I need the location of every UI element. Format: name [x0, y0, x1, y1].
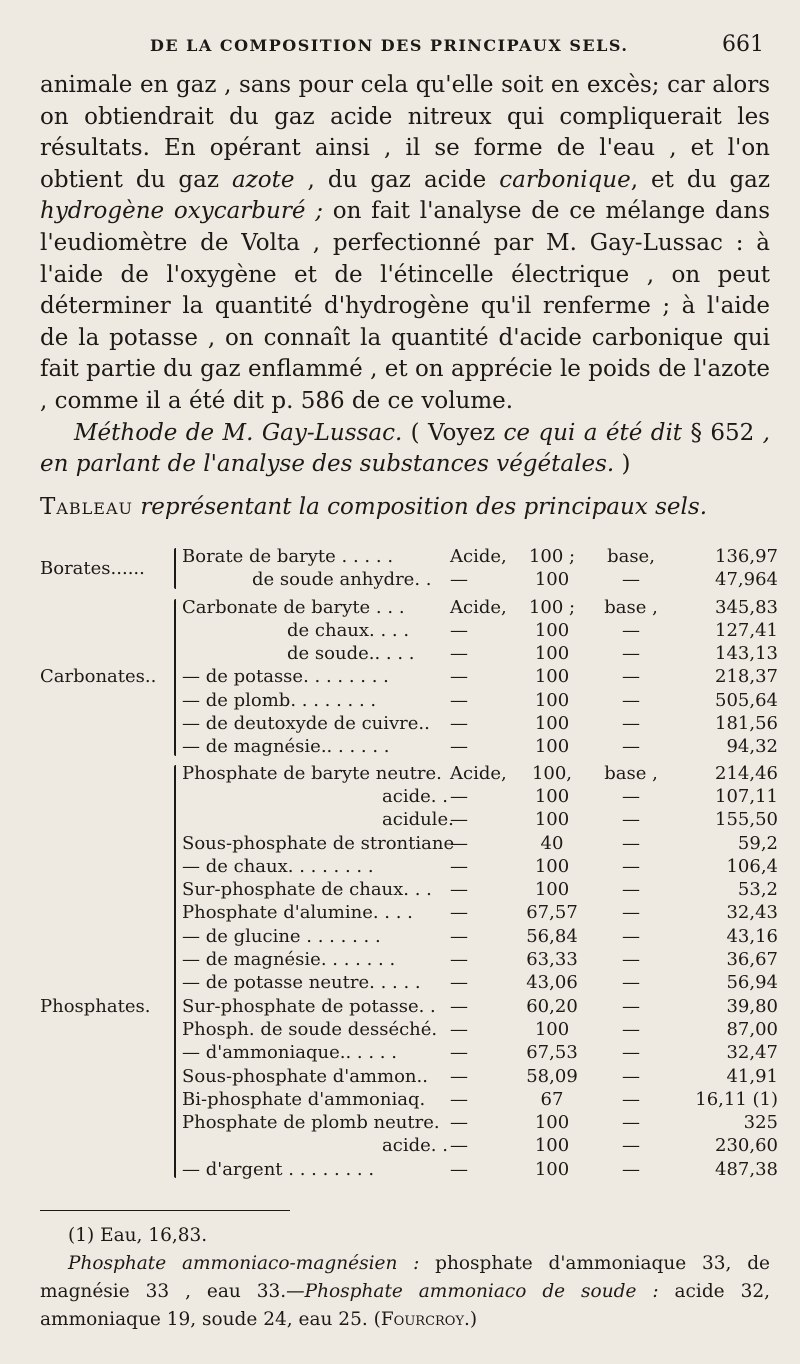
cell-d: 53,2: [737, 879, 778, 901]
table-row: [40, 808, 778, 831]
cell-d: 87,00: [726, 1018, 778, 1040]
cell-name: de soude.. . . .: [287, 643, 415, 665]
cell-d: 181,56: [715, 713, 778, 735]
table-title: [40, 494, 770, 520]
cell-d: 218,37: [715, 666, 778, 688]
table-row: [40, 545, 778, 568]
table-row: [40, 1065, 778, 1088]
cell-d: 214,46: [715, 762, 778, 784]
cell-c: —: [622, 689, 640, 711]
cell-b: 63,33: [526, 949, 578, 971]
cell-d: 487,38: [715, 1158, 778, 1180]
cell-b: 100: [534, 809, 570, 831]
cell-name: — de plomb. . . . . . . .: [182, 689, 377, 711]
cell-name: — de potasse neutre. . . . .: [182, 972, 421, 994]
cell-d: 106,4: [726, 855, 778, 877]
cell-c: —: [622, 666, 640, 688]
cell-name: acidule.: [382, 809, 454, 831]
cell-name: — de magnésie.. . . . . .: [182, 736, 390, 758]
table-row: [40, 901, 778, 924]
cell-a: —: [450, 689, 468, 711]
cell-c: base ,: [604, 762, 658, 784]
text-run: on fait l'analyse de ce mélange dans l'eudiomètre de Volta , perfectionné par M. Gay-Lussac : à l'aide de l'oxygène et de l'étincelle électrique , on peut déterminer la quantité d'hydrogène qu'il renferme ; à l'aide de la potasse , on connaît la quantité d'acide carbonique qui fait partie du gaz enflammé , et on apprécie le poids de l'azote , comme il a été dit p. 586 de ce volume.: [40, 198, 771, 414]
cell-b: 100: [534, 619, 570, 641]
text-run: phosphate d'ammoniaque 33, de magnésie 33 , eau 33.—: [40, 1253, 770, 1302]
table-row: [40, 568, 778, 591]
cell-d: 36,67: [726, 949, 778, 971]
footnote-1: (1) Eau, 16,83.: [68, 1225, 208, 1246]
cell-a: —: [450, 972, 468, 994]
cell-name: Sous-phosphate d'ammon..: [182, 1065, 428, 1087]
cell-b: 100 ;: [528, 546, 576, 567]
cell-c: —: [622, 1135, 640, 1157]
table-group: [40, 545, 778, 592]
cell-d: 32,43: [726, 902, 778, 924]
text-run: acide 32, ammoniaque 19, soude 24, eau 25. (: [40, 1281, 770, 1330]
text-run: , et du gaz: [630, 166, 771, 193]
cell-c: —: [622, 949, 640, 971]
cell-d: 107,11: [715, 785, 778, 807]
cell-c: —: [622, 619, 640, 641]
cell-b: 100: [534, 713, 570, 735]
table-row: [40, 1134, 778, 1157]
cell-a: Acide,: [450, 546, 507, 567]
cell-c: —: [622, 1112, 640, 1134]
cell-a: —: [450, 1158, 468, 1180]
cell-a: —: [450, 925, 468, 947]
cell-d: 47,964: [715, 569, 778, 591]
text-run: ( Voyez: [402, 419, 504, 446]
table-row: [40, 995, 778, 1018]
cell-name: — de deutoxyde de cuivre..: [182, 713, 430, 735]
salt-composition-table: [40, 545, 778, 1184]
cell-a: —: [450, 785, 468, 807]
cell-b: 100: [534, 1135, 570, 1157]
cell-a: —: [450, 949, 468, 971]
cell-b: 67: [540, 1088, 564, 1110]
cell-c: —: [622, 902, 640, 924]
cell-b: 100: [534, 879, 570, 901]
cell-a: —: [450, 1042, 468, 1064]
footnote-2: [40, 1250, 770, 1334]
cell-b: 56,84: [526, 925, 578, 947]
page-number: 661: [722, 32, 764, 57]
italic-run: , en parlant de l'analyse des substances végétales.: [40, 419, 770, 478]
cell-c: —: [622, 832, 640, 854]
cell-c: —: [622, 1018, 640, 1040]
table-row: [40, 665, 778, 688]
cell-d: 43,16: [726, 925, 778, 947]
footnotes: [40, 1222, 770, 1334]
text-run: animale en gaz , sans pour cela qu'elle soit en excès; car alors on obtiendrait du gaz acide nitreux qui compliquerait les résultats. En opérant ainsi , il se forme de l'eau , et l'on obtient du gaz: [40, 72, 770, 193]
table-row: [40, 712, 778, 735]
cell-d: 94,32: [726, 736, 778, 758]
cell-c: —: [622, 809, 640, 831]
cell-b: 67,57: [526, 902, 578, 924]
cell-name: de soude anhydre. .: [252, 569, 432, 591]
cell-name: — de chaux. . . . . . . .: [182, 855, 374, 877]
table-row: [40, 948, 778, 971]
cell-name: — de potasse. . . . . . . .: [182, 666, 389, 688]
body-text: [40, 70, 770, 481]
table-title-smallcaps: Tableau: [40, 494, 133, 520]
cell-name: Sur-phosphate de chaux. . .: [182, 879, 432, 901]
running-head: [40, 32, 770, 62]
footnote-rule: [40, 1210, 290, 1211]
cell-c: —: [622, 713, 640, 735]
cell-b: 100: [534, 785, 570, 807]
cell-c: —: [622, 643, 640, 665]
cell-name: Borate de baryte . . . . .: [182, 546, 394, 567]
cell-a: —: [450, 832, 468, 854]
cell-d: 59,2: [737, 832, 778, 854]
table-row: [40, 762, 778, 785]
cell-a: —: [450, 855, 468, 877]
table-row: [40, 878, 778, 901]
group-label: Phosphates.: [40, 995, 151, 1017]
cell-name: Phosphate d'alumine. . . .: [182, 902, 413, 924]
cell-name: — de magnésie. . . . . . .: [182, 949, 396, 971]
cell-a: —: [450, 1018, 468, 1040]
cell-a: —: [450, 902, 468, 924]
cell-d: 127,41: [715, 619, 778, 641]
cell-name: Phosph. de soude desséché.: [182, 1018, 438, 1040]
text-run: , du gaz acide: [294, 166, 500, 193]
table-group: [40, 596, 778, 759]
cell-b: 67,53: [526, 1042, 578, 1064]
italic-run: azote: [231, 166, 295, 193]
cell-a: —: [450, 619, 468, 641]
cell-name: — d'argent . . . . . . . .: [182, 1158, 375, 1180]
table-row: [40, 971, 778, 994]
table-row: [40, 689, 778, 712]
cell-b: 43,06: [526, 972, 578, 994]
table-row: [40, 619, 778, 642]
cell-c: —: [622, 925, 640, 947]
cell-a: Acide,: [450, 596, 507, 618]
cell-b: 100 ;: [528, 596, 576, 618]
cell-b: 100: [534, 1112, 570, 1134]
cell-name: Phosphate de baryte neutre.: [182, 762, 442, 784]
table-row: [40, 832, 778, 855]
cell-a: Acide,: [450, 762, 507, 784]
italic-run: Méthode de M. Gay-Lussac.: [74, 419, 403, 446]
cell-name: — de glucine . . . . . . .: [182, 925, 381, 947]
cell-name: Phosphate de plomb neutre.: [182, 1112, 440, 1134]
cell-c: —: [622, 1088, 640, 1110]
cell-d: 325: [743, 1112, 778, 1134]
cell-name: de chaux. . . .: [287, 619, 410, 641]
text-run: ): [614, 451, 631, 478]
paragraph-method: [40, 418, 770, 481]
cell-c: —: [622, 1042, 640, 1064]
italic-run: carbonique: [499, 166, 631, 193]
cell-d: 155,50: [715, 809, 778, 831]
cell-d: 505,64: [715, 689, 778, 711]
cell-name: Sur-phosphate de potasse. .: [182, 995, 436, 1017]
cell-c: base,: [607, 546, 655, 567]
cell-name: — d'ammoniaque.. . . . .: [182, 1042, 397, 1064]
cell-d: 39,80: [726, 995, 778, 1017]
cell-a: —: [450, 569, 468, 591]
running-title: DE LA COMPOSITION DES PRINCIPAUX SELS.: [150, 36, 629, 55]
cell-a: —: [450, 1112, 468, 1134]
cell-b: 58,09: [526, 1065, 578, 1087]
cell-c: —: [622, 1065, 640, 1087]
cell-a: —: [450, 879, 468, 901]
cell-b: 100: [534, 643, 570, 665]
cell-c: —: [622, 569, 640, 591]
cell-c: —: [622, 879, 640, 901]
cell-c: base ,: [604, 596, 658, 618]
cell-b: 100: [534, 1158, 570, 1180]
table-row: [40, 1111, 778, 1134]
cell-b: 60,20: [526, 995, 578, 1017]
table-group: [40, 762, 778, 1181]
cell-b: 100: [534, 1018, 570, 1040]
cell-c: —: [622, 736, 640, 758]
cell-a: —: [450, 809, 468, 831]
italic-run: Phosphate ammoniaco de soude :: [304, 1281, 659, 1302]
group-label: Borates......: [40, 557, 145, 579]
cell-a: —: [450, 736, 468, 758]
cell-b: 100: [534, 666, 570, 688]
table-row: [40, 596, 778, 619]
cell-d: 16,11 (1): [695, 1088, 778, 1110]
cell-a: —: [450, 666, 468, 688]
cell-d: 32,47: [726, 1042, 778, 1064]
cell-b: 100: [534, 855, 570, 877]
text-run: ): [469, 1309, 478, 1330]
table-row: [40, 1088, 778, 1111]
cell-c: —: [622, 995, 640, 1017]
table-row: [40, 1041, 778, 1064]
cell-name: acide. .: [382, 785, 448, 807]
table-row: [40, 925, 778, 948]
italic-run: hydrogène oxycarburé ;: [40, 198, 323, 225]
cell-name: Bi-phosphate d'ammoniaq.: [182, 1088, 426, 1110]
table-row: [40, 1158, 778, 1181]
cell-d: 41,91: [726, 1065, 778, 1087]
table-row: [40, 735, 778, 758]
group-label: Carbonates..: [40, 666, 157, 688]
author-smallcaps: Fourcroy.: [380, 1309, 470, 1330]
cell-name: Sous-phosphate de strontiane: [182, 832, 455, 854]
cell-b: 100: [534, 689, 570, 711]
paragraph-analysis: [40, 70, 770, 418]
italic-run: ce qui a été dit: [503, 419, 683, 446]
text-run: § 652: [682, 419, 763, 446]
cell-name: Carbonate de baryte . . .: [182, 596, 405, 618]
cell-d: 230,60: [715, 1135, 778, 1157]
table-row: [40, 855, 778, 878]
cell-d: 143,13: [715, 643, 778, 665]
cell-a: —: [450, 643, 468, 665]
italic-run: Phosphate ammoniaco-magnésien :: [68, 1253, 420, 1274]
table-row: [40, 1018, 778, 1041]
cell-b: 100: [534, 736, 570, 758]
cell-b: 40: [540, 832, 564, 854]
cell-a: —: [450, 1088, 468, 1110]
cell-c: —: [622, 1158, 640, 1180]
cell-c: —: [622, 972, 640, 994]
table-row: [40, 642, 778, 665]
cell-d: 136,97: [715, 546, 778, 567]
cell-a: —: [450, 1135, 468, 1157]
cell-a: —: [450, 713, 468, 735]
cell-b: 100,: [531, 762, 573, 784]
cell-d: 345,83: [715, 596, 778, 618]
table-title-italic: représentant la composition des principaux sels.: [140, 494, 708, 520]
cell-b: 100: [534, 569, 570, 591]
cell-d: 56,94: [726, 972, 778, 994]
cell-c: —: [622, 855, 640, 877]
cell-a: —: [450, 995, 468, 1017]
table-row: [40, 785, 778, 808]
cell-c: —: [622, 785, 640, 807]
cell-name: acide. .: [382, 1135, 448, 1157]
cell-a: —: [450, 1065, 468, 1087]
